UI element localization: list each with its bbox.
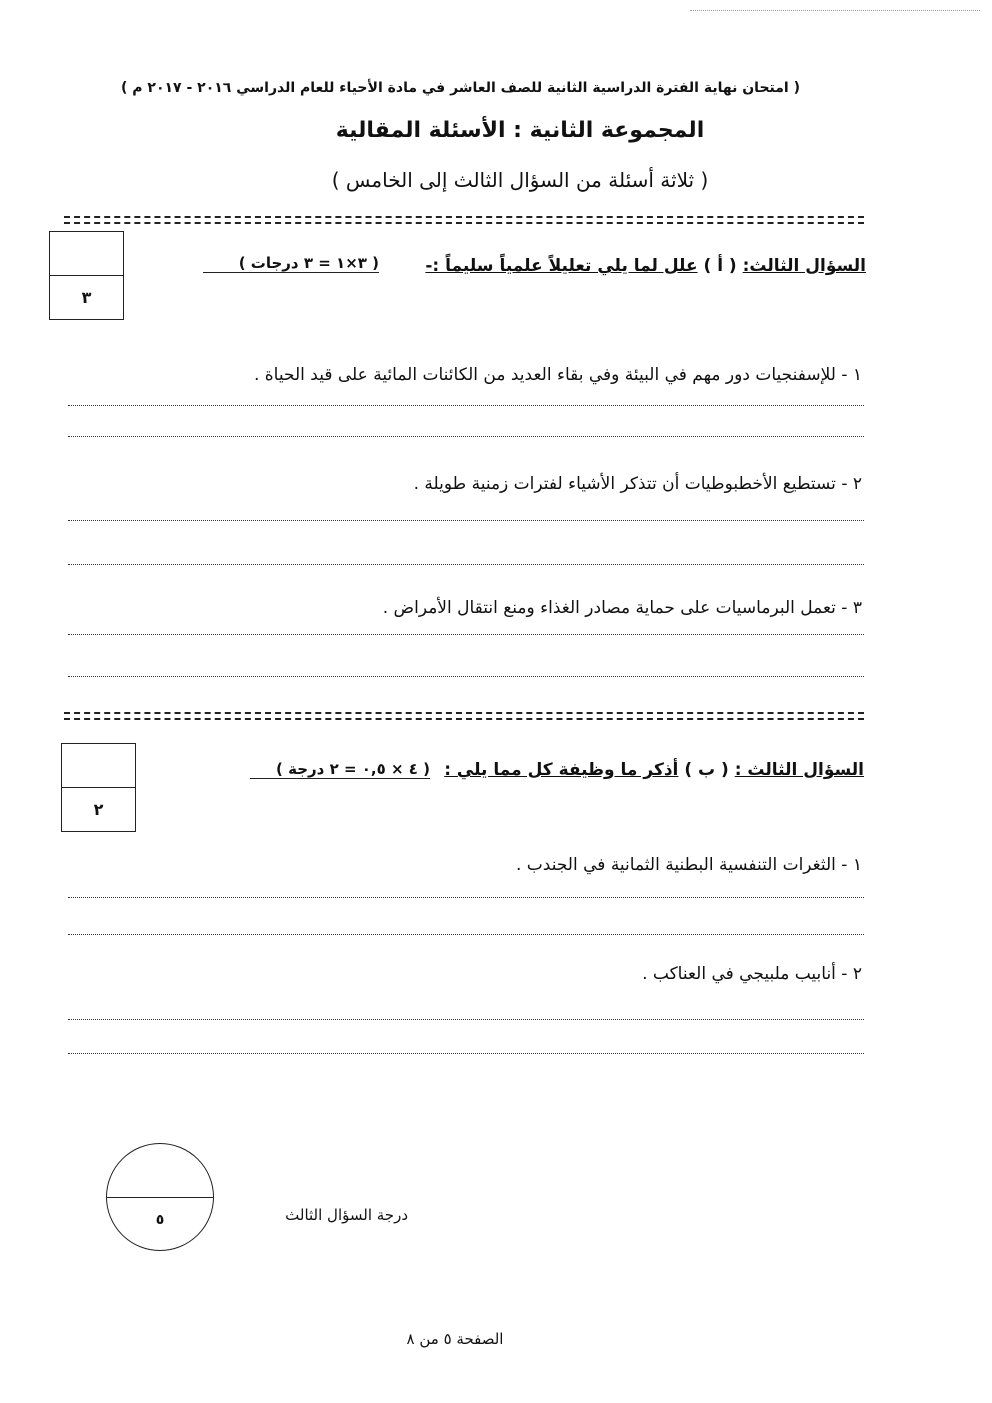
group-title: المجموعة الثانية : الأسئلة المقالية [335,118,705,143]
instruction: علل لما يلي تعليلاً علمياً سليماً :- [425,256,698,276]
answer-line [68,934,864,935]
part-label: ( ب ) [684,760,729,780]
part-a-heading [420,256,866,276]
answer-line [68,564,864,565]
exam-title: ( امتحان نهاية الفترة الدراسية الثانية للصف العاشر في مادة الأحياء للعام الدراسي ٢٠١٦ - ٢٠١٧ م ) [121,80,800,96]
part-a-item-2: ٢ - تستطيع الأخطبوطيات أن تتذكر الأشياء لفترات زمنية طويلة . [413,474,862,494]
part-b-score: ٢ [93,799,104,819]
answer-line [68,1053,864,1054]
answer-line [68,897,864,898]
answer-line [68,436,864,437]
answer-line [68,1019,864,1020]
part-b-marks: ( ٤ × ٠,٥ = ٢ درجة ) [250,760,430,779]
page-number: الصفحة ٥ من ٨ [406,1330,504,1348]
total-score-label: درجة السؤال الثالث [285,1206,408,1224]
part-b-heading [440,760,864,780]
section-separator [64,712,864,720]
part-a-item-3: ٣ - تعمل البرماسيات على حماية مصادر الغذاء ومنع انتقال الأمراض . [382,598,862,618]
part-a-score-box [49,231,124,320]
part-label: ( أ ) [703,256,737,276]
part-a-item-1: ١ - للإسفنجيات دور مهم في البيئة وفي بقاء العديد من الكائنات المائية على قيد الحياة . [253,365,862,385]
instruction: أذكر ما وظيفة كل مما يلي : [444,760,679,780]
score-empty-cell [62,744,135,788]
part-a-score: ٣ [81,287,92,307]
part-b-item-2: ٢ - أنابيب ملبيجي في العناكب . [642,964,862,984]
part-b-item-1: ١ - الثغرات التنفسية البطنية الثمانية في الجندب . [515,855,862,875]
answer-line [68,405,864,406]
part-a-marks: ( ٣×١ = ٣ درجات ) [203,254,379,273]
total-score-circle [106,1143,214,1251]
top-edge-dots [690,10,980,11]
answer-line [68,520,864,521]
total-score: ٥ [155,1212,165,1228]
answer-line [68,676,864,677]
answer-line [68,634,864,635]
section-separator [64,216,864,224]
question-label: السؤال الثالث : [734,760,864,780]
question-label: السؤال الثالث: [742,256,866,276]
group-subtitle: ( ثلاثة أسئلة من السؤال الثالث إلى الخامس ) [331,168,709,192]
circle-divider [107,1197,213,1198]
part-b-score-box [61,743,136,832]
score-empty-cell [50,232,123,276]
